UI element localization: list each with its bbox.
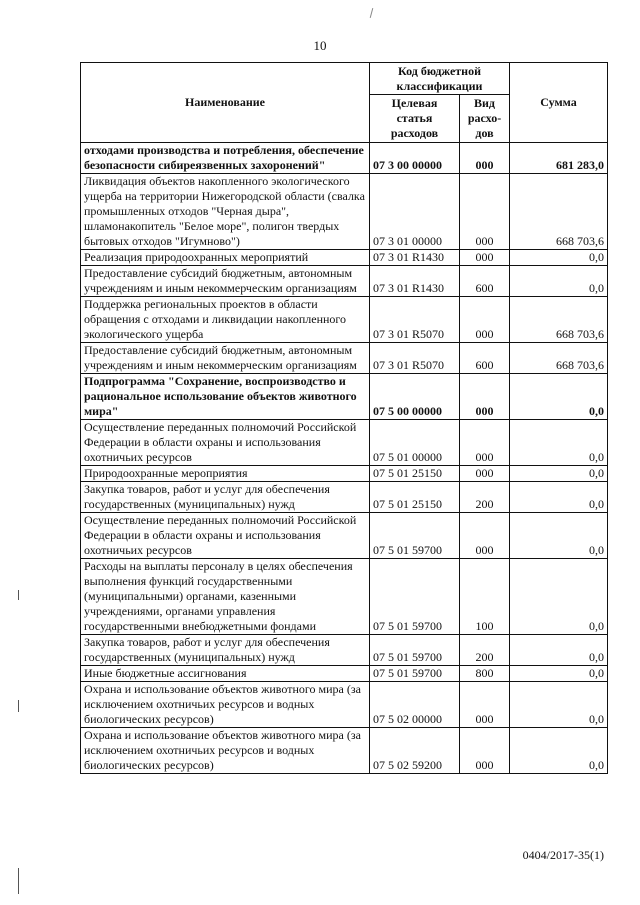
row-name: Осуществление переданных полномочий Российской Федерации в области охраны и использования охотничьих ресурсов (81, 513, 370, 559)
row-name: Охрана и использование объектов животного мира (за исключением охотничьих ресурсов и водных биологических ресурсов) (81, 682, 370, 728)
table-body (81, 143, 608, 774)
row-target-code: 07 5 02 59200 (370, 728, 460, 774)
row-expense-kind: 000 (460, 250, 510, 266)
row-target-code: 07 3 01 R5070 (370, 343, 460, 374)
row-name: Реализация природоохранных мероприятий (81, 250, 370, 266)
row-sum: 668 703,6 (510, 343, 608, 374)
row-sum: 0,0 (510, 728, 608, 774)
row-name: Предоставление субсидий бюджетным, автономным учреждениям и иным некоммерческим организациям (81, 343, 370, 374)
table-row (81, 297, 608, 343)
table-row (81, 250, 608, 266)
row-target-code: 07 5 01 00000 (370, 420, 460, 466)
margin-mark (18, 868, 19, 894)
row-sum: 668 703,6 (510, 297, 608, 343)
table-row (81, 682, 608, 728)
row-name: Закупка товаров, работ и услуг для обеспечения государственных (муниципальных) нужд (81, 482, 370, 513)
table-row (81, 482, 608, 513)
row-expense-kind: 000 (460, 513, 510, 559)
row-expense-kind: 000 (460, 682, 510, 728)
row-target-code: 07 3 01 R1430 (370, 250, 460, 266)
row-sum: 0,0 (510, 420, 608, 466)
row-expense-kind: 000 (460, 374, 510, 420)
table-row (81, 513, 608, 559)
row-expense-kind: 000 (460, 728, 510, 774)
row-sum: 668 703,6 (510, 174, 608, 250)
budget-table (80, 62, 608, 774)
row-target-code: 07 3 01 R5070 (370, 297, 460, 343)
header-kind: Вид расхо-дов (460, 95, 510, 143)
row-name: Предоставление субсидий бюджетным, автономным учреждениям и иным некоммерческим организациям (81, 266, 370, 297)
document-id: 0404/2017-35(1) (522, 848, 604, 862)
table-row (81, 143, 608, 174)
row-sum: 0,0 (510, 266, 608, 297)
row-sum: 0,0 (510, 559, 608, 635)
row-expense-kind: 000 (460, 174, 510, 250)
table-header (81, 63, 608, 143)
row-sum: 0,0 (510, 666, 608, 682)
row-expense-kind: 000 (460, 143, 510, 174)
row-name: Охрана и использование объектов животного мира (за исключением охотничьих ресурсов и водных биологических ресурсов) (81, 728, 370, 774)
row-name: Природоохранные мероприятия (81, 466, 370, 482)
margin-mark (18, 700, 19, 712)
row-target-code: 07 3 00 00000 (370, 143, 460, 174)
row-target-code: 07 5 01 59700 (370, 559, 460, 635)
row-name: Расходы на выплаты персоналу в целях обеспечения выполнения функций государственными (муниципальными) органами, казенными учреждениями, органами управления государственными внебюджетными фондами (81, 559, 370, 635)
table-row (81, 266, 608, 297)
row-target-code: 07 5 01 25150 (370, 466, 460, 482)
row-sum: 0,0 (510, 374, 608, 420)
header-sum: Сумма (510, 63, 608, 143)
margin-mark (18, 590, 19, 600)
table-row (81, 466, 608, 482)
row-expense-kind: 200 (460, 482, 510, 513)
row-sum: 0,0 (510, 513, 608, 559)
page-number: 10 (313, 38, 327, 53)
row-target-code: 07 5 02 00000 (370, 682, 460, 728)
row-expense-kind: 100 (460, 559, 510, 635)
row-expense-kind: 600 (460, 343, 510, 374)
row-target-code: 07 5 01 59700 (370, 666, 460, 682)
row-expense-kind: 600 (460, 266, 510, 297)
row-sum: 681 283,0 (510, 143, 608, 174)
row-sum: 0,0 (510, 250, 608, 266)
header-code-group: Код бюджетной классификации (370, 63, 510, 95)
row-name: Закупка товаров, работ и услуг для обеспечения государственных (муниципальных) нужд (81, 635, 370, 666)
table-row (81, 343, 608, 374)
row-target-code: 07 3 01 00000 (370, 174, 460, 250)
header-name: Наименование (81, 63, 370, 143)
table-row (81, 559, 608, 635)
table-row (81, 666, 608, 682)
row-target-code: 07 5 01 59700 (370, 635, 460, 666)
table-row (81, 728, 608, 774)
row-name: Подпрограмма "Сохранение, воспроизводство и рациональное использование объектов животного мира" (81, 374, 370, 420)
row-expense-kind: 000 (460, 297, 510, 343)
row-target-code: 07 5 01 59700 (370, 513, 460, 559)
table-row (81, 374, 608, 420)
row-sum: 0,0 (510, 682, 608, 728)
row-expense-kind: 800 (460, 666, 510, 682)
table-row (81, 420, 608, 466)
row-expense-kind: 000 (460, 420, 510, 466)
row-target-code: 07 3 01 R1430 (370, 266, 460, 297)
row-name: Осуществление переданных полномочий Российской Федерации в области охраны и использования охотничьих ресурсов (81, 420, 370, 466)
header-target: Целевая статья расходов (370, 95, 460, 143)
row-target-code: 07 5 00 00000 (370, 374, 460, 420)
row-target-code: 07 5 01 25150 (370, 482, 460, 513)
row-name: Ликвидация объектов накопленного экологического ущерба на территории Нижегородской области (свалка промышленных отходов "Черная дыра", шламонакопитель "Белое море", полигон твердых бытовых отходов "Игумново") (81, 174, 370, 250)
row-sum: 0,0 (510, 466, 608, 482)
row-name: Иные бюджетные ассигнования (81, 666, 370, 682)
scan-mark (370, 8, 374, 18)
row-sum: 0,0 (510, 635, 608, 666)
table-row (81, 174, 608, 250)
table-row (81, 635, 608, 666)
row-name: отходами производства и потребления, обеспечение безопасности сибиреязвенных захоронений" (81, 143, 370, 174)
row-expense-kind: 200 (460, 635, 510, 666)
row-sum: 0,0 (510, 482, 608, 513)
row-expense-kind: 000 (460, 466, 510, 482)
row-name: Поддержка региональных проектов в области обращения с отходами и ликвидации накопленного экологического ущерба (81, 297, 370, 343)
